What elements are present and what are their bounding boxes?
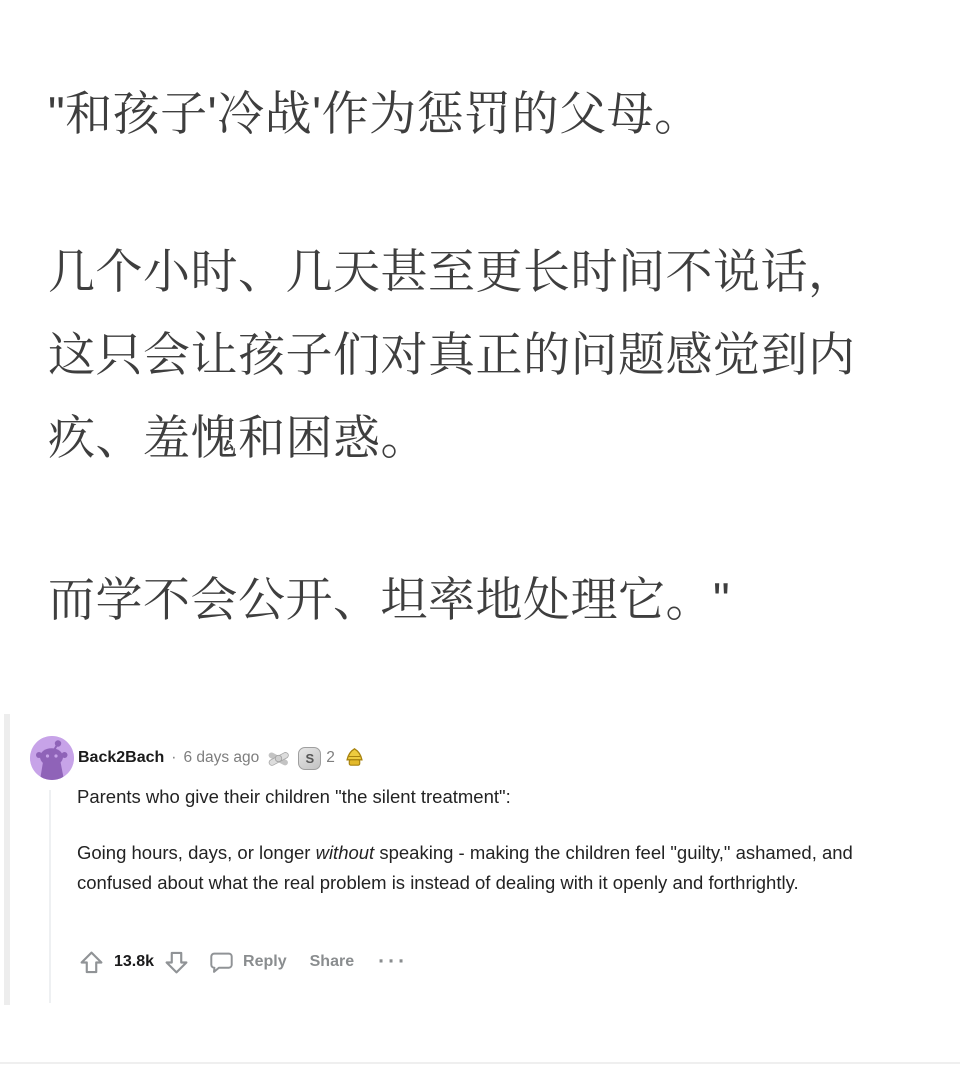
snoo-icon (30, 736, 74, 780)
comment-body-post: speaking - making the children feel "guilty," ashamed, and confused about what the real problem is instead of dealing with it openly and forthrightly. (77, 842, 853, 893)
comment-thread-line[interactable] (49, 790, 51, 1003)
comment-body-pre: Going hours, days, or longer (77, 842, 316, 863)
comment-action-bar (78, 946, 408, 978)
more-options-button[interactable]: ··· (378, 950, 409, 973)
comment-header (78, 743, 367, 773)
avatar[interactable] (30, 736, 74, 780)
reply-button[interactable] (209, 950, 287, 975)
comment-body-italic: without (315, 842, 375, 863)
wholesome-ribbon-award-icon[interactable] (266, 747, 291, 770)
downvote-arrow-icon (163, 949, 190, 976)
award-count: 2 (326, 749, 335, 766)
vote-count: 13.8k (114, 953, 155, 970)
comment-bubble-icon (209, 950, 234, 975)
translation-line-5: 而学不会公开、坦率地处理它。" (48, 573, 731, 626)
downvote-button[interactable] (163, 949, 190, 976)
translation-line-3: 这只会让孩子们对真正的问题感觉到内 (48, 328, 856, 381)
comment-timestamp[interactable]: 6 days ago (183, 749, 260, 766)
screenshot-left-strip (4, 714, 10, 1005)
comment-title-line: Parents who give their children "the silent treatment": (77, 786, 511, 807)
upvote-arrow-icon (78, 949, 105, 976)
share-button[interactable]: Share (309, 953, 355, 970)
comment-author[interactable]: Back2Bach (78, 749, 165, 766)
header-separator: · (171, 749, 177, 766)
translation-line-2: 几个小时、几天甚至更长时间不说话， (48, 245, 856, 298)
gold-award-icon[interactable] (342, 746, 367, 770)
translation-line-1: "和孩子'冷战'作为惩罚的父母。 (48, 87, 702, 140)
image-bottom-edge (0, 1062, 960, 1064)
comment-body (77, 838, 895, 898)
reply-label: Reply (243, 953, 287, 970)
translation-line-4: 疚、羞愧和困惑。 (48, 411, 428, 464)
silver-award-icon[interactable]: S (298, 747, 321, 770)
translation-text-block (48, 72, 940, 641)
reddit-comment (0, 712, 960, 1012)
upvote-button[interactable] (78, 949, 105, 976)
